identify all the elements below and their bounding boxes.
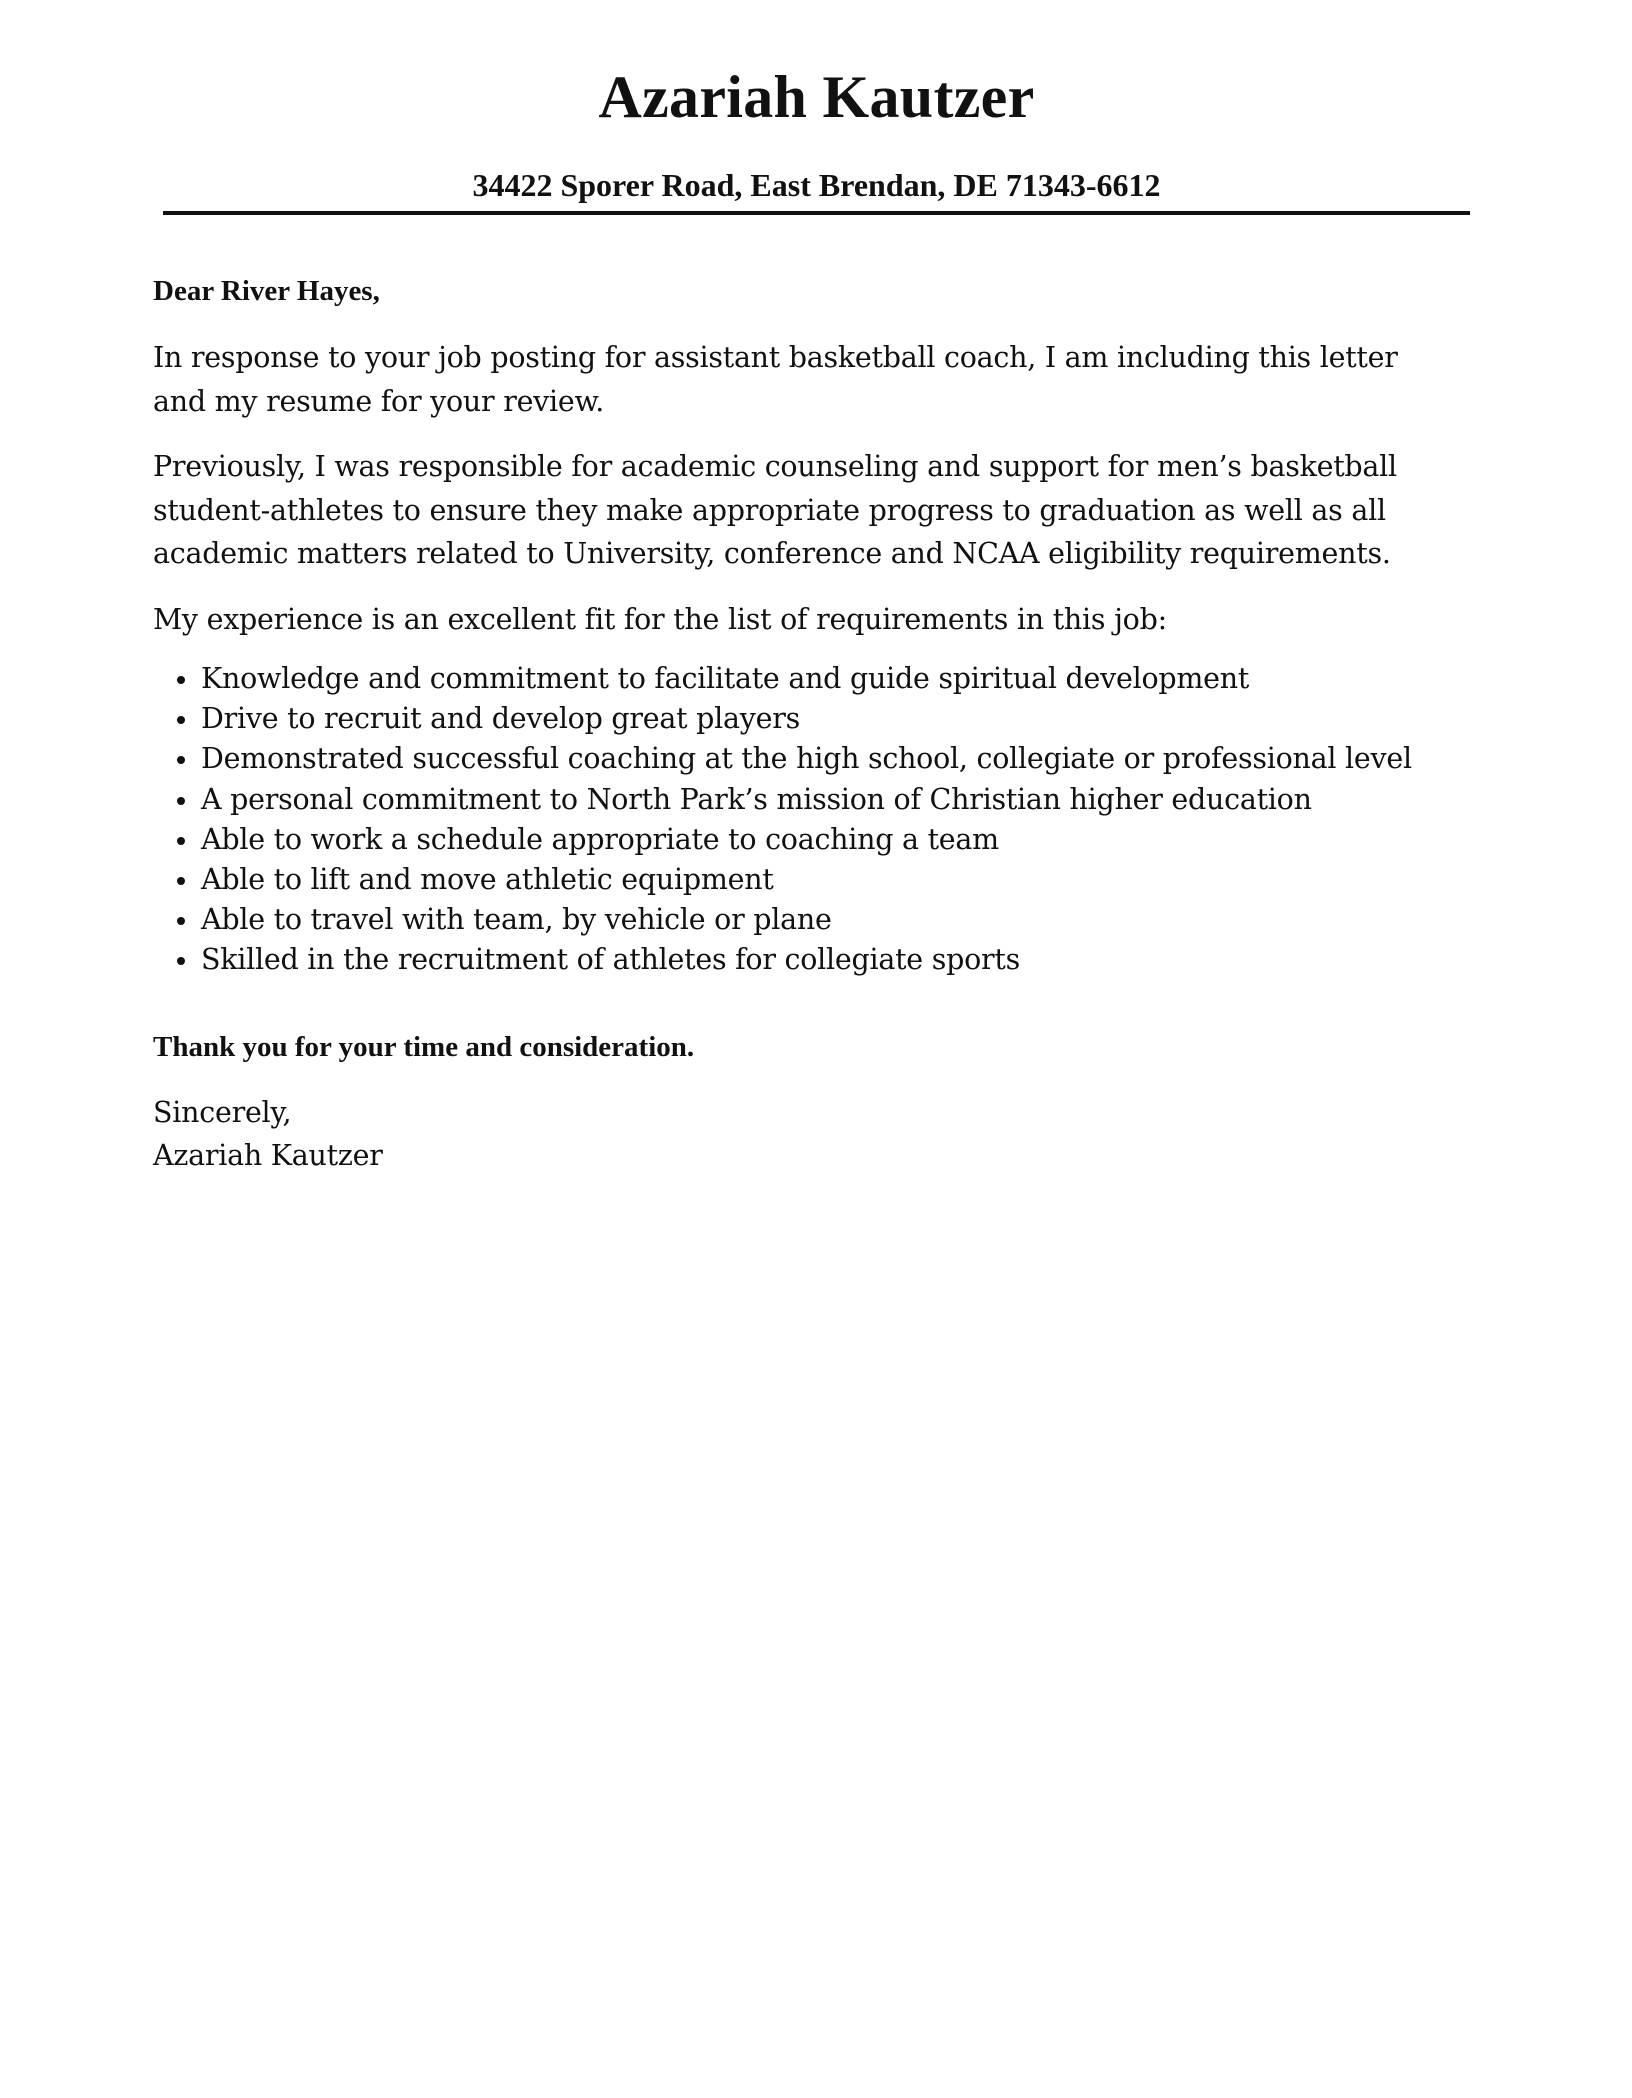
paragraph-intro: In response to your job posting for assistant basketball coach, I am including this letter and my resume for your review. <box>153 341 1398 418</box>
sender-address: 34422 Sporer Road, East Brendan, DE 71343-6612 <box>472 167 1161 203</box>
list-item: Knowledge and commitment to facilitate and guide spiritual development <box>201 659 1453 699</box>
paragraph-fit: My experience is an excellent fit for the list of requirements in this job: <box>153 602 1167 636</box>
paragraph-experience: Previously, I was responsible for academic counseling and support for men’s basketball student-athletes to ensure they make appropriate progress to graduation as well as all academic matters related to University, conference and NCAA eligibility requirements. <box>153 450 1397 570</box>
letter-body <box>153 270 1453 1178</box>
closing-text: Sincerely, <box>153 1095 292 1129</box>
list-item: Able to lift and move athletic equipment <box>201 860 1453 900</box>
requirements-list <box>153 659 1453 981</box>
closing-block <box>153 1091 1453 1178</box>
header-divider <box>163 211 1470 215</box>
list-item: A personal commitment to North Park’s mission of Christian higher education <box>201 780 1453 820</box>
list-item: Skilled in the recruitment of athletes for collegiate sports <box>201 940 1453 980</box>
letter-header <box>163 62 1470 203</box>
list-item: Able to travel with team, by vehicle or plane <box>201 900 1453 940</box>
signature: Azariah Kautzer <box>153 1139 383 1173</box>
list-item: Able to work a schedule appropriate to coaching a team <box>201 820 1453 860</box>
list-item: Drive to recruit and develop great players <box>201 699 1453 739</box>
sender-name: Azariah Kautzer <box>598 64 1035 130</box>
thanks-line: Thank you for your time and consideration. <box>153 1030 695 1063</box>
list-item: Demonstrated successful coaching at the high school, collegiate or professional level <box>201 739 1453 779</box>
salutation: Dear River Hayes, <box>153 275 380 307</box>
